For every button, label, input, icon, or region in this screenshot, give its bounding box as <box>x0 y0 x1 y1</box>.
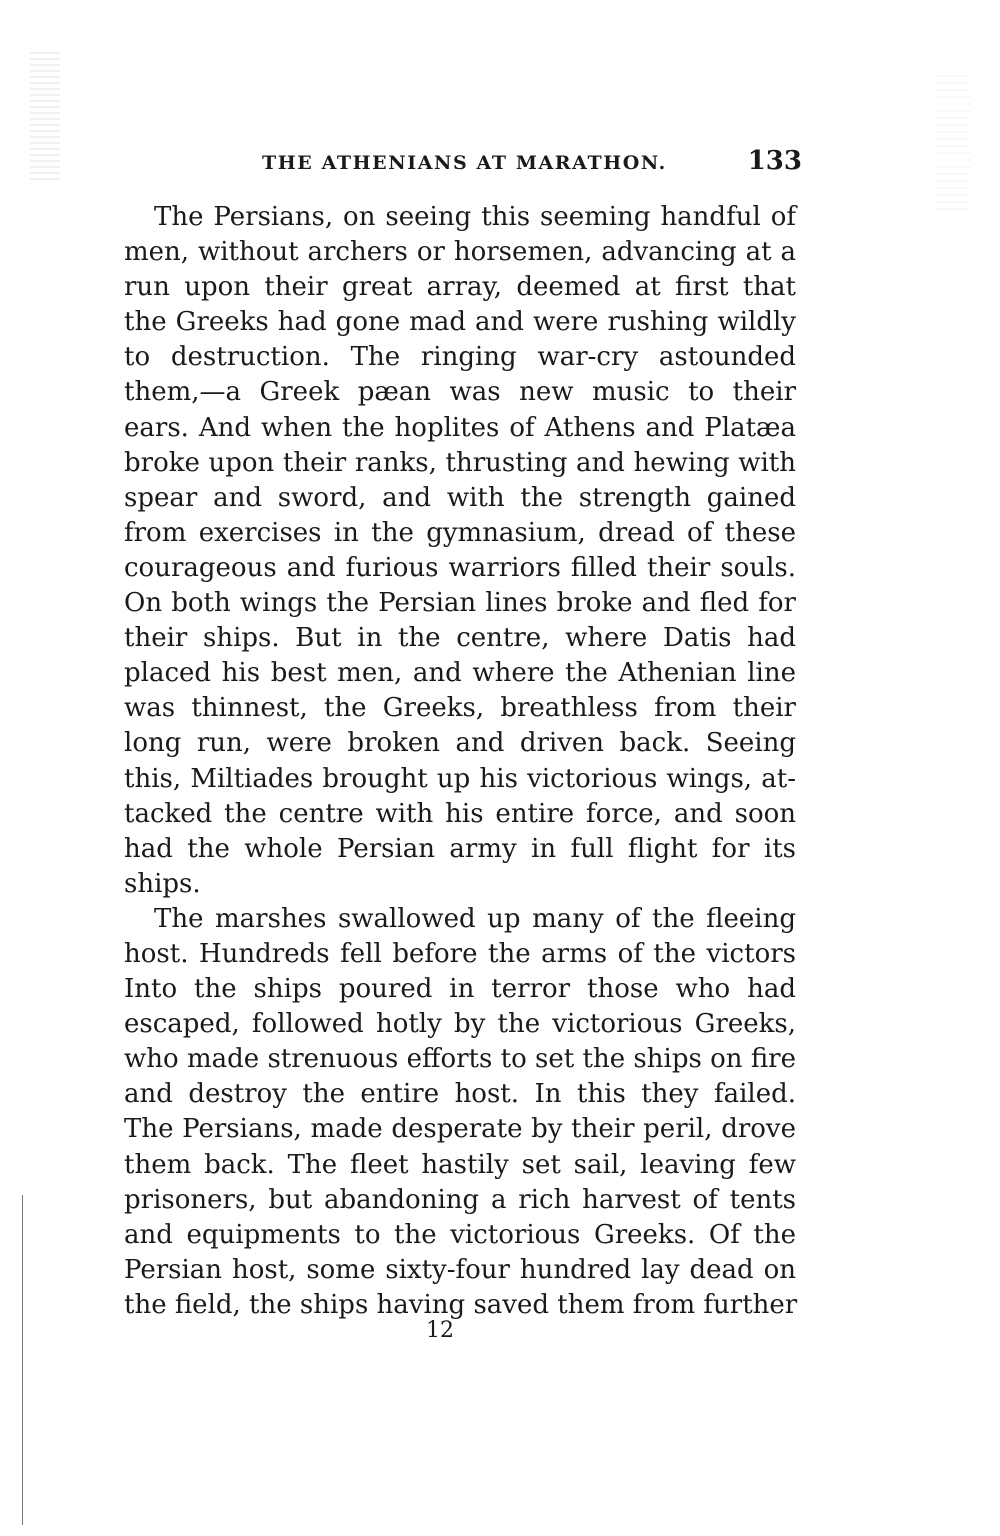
text-line: spear and sword, and with the strength gained <box>124 482 796 513</box>
paragraph <box>124 902 796 1323</box>
text-line: had the whole Persian army in full flight for its <box>124 833 796 864</box>
text-line: Into the ships poured in terror those who had <box>124 974 796 1005</box>
body-text <box>124 200 796 1323</box>
scan-speckle-left <box>30 50 60 180</box>
text-line: ships. <box>124 868 201 899</box>
text-line: their ships. But in the centre, where Datis had <box>124 623 796 654</box>
text-line: The Persians, made desperate by their peril, drove <box>124 1114 796 1145</box>
text-line: the Greeks had gone mad and were rushing wildly <box>124 307 796 338</box>
text-line: from exercises in the gymnasium, dread of these <box>124 517 796 548</box>
text-line: The marshes swallowed up many of the fleeing <box>154 903 796 934</box>
text-line: placed his best men, and where the Athenian line <box>124 658 796 689</box>
scan-speckle-right <box>935 70 970 210</box>
text-line: run upon their great array, deemed at first that <box>124 272 796 303</box>
page-number: 133 <box>747 146 802 176</box>
text-line: this, Miltiades brought up his victorious wings, at- <box>124 763 796 794</box>
running-head: THE ATHENIANS AT MARATHON. <box>262 152 667 174</box>
signature-mark: 12 <box>426 1318 454 1343</box>
text-line: who made strenuous efforts to set the ships on fire <box>124 1044 796 1075</box>
text-line: escaped, followed hotly by the victorious Greeks, <box>124 1009 796 1040</box>
gutter-line <box>22 1195 23 1525</box>
text-line: them,—a Greek pæan was new music to their <box>124 377 796 408</box>
text-line: long run, were broken and driven back. Seeing <box>124 728 796 759</box>
text-line: men, without archers or horsemen, advancing at a <box>124 237 796 268</box>
text-line: courageous and furious warriors filled their souls. <box>124 552 796 583</box>
text-line: Persian host, some sixty-four hundred lay dead on <box>124 1254 796 1285</box>
text-line: to destruction. The ringing war-cry astounded <box>124 342 796 373</box>
text-line: host. Hundreds fell before the arms of the victors <box>124 938 796 969</box>
text-line: On both wings the Persian lines broke and fled for <box>124 588 796 619</box>
text-line: broke upon their ranks, thrusting and hewing with <box>124 447 796 478</box>
text-line: The Persians, on seeing this seeming handful of <box>154 202 796 232</box>
text-line: prisoners, but abandoning a rich harvest of tents <box>124 1184 796 1215</box>
text-line: and equipments to the victorious Greeks. Of the <box>124 1219 796 1250</box>
text-line: and destroy the entire host. In this they failed. <box>124 1079 796 1110</box>
text-line: the field, the ships having saved them from further <box>124 1289 798 1320</box>
text-line: was thinnest, the Greeks, breathless from their <box>124 693 796 724</box>
text-line: them back. The fleet hastily set sail, leaving few <box>124 1149 796 1180</box>
page-header <box>262 146 802 178</box>
text-line: ears. And when the hoplites of Athens and Platæa <box>124 412 796 443</box>
paragraph <box>124 200 796 902</box>
text-line: tacked the centre with his entire force, and soon <box>124 798 796 829</box>
